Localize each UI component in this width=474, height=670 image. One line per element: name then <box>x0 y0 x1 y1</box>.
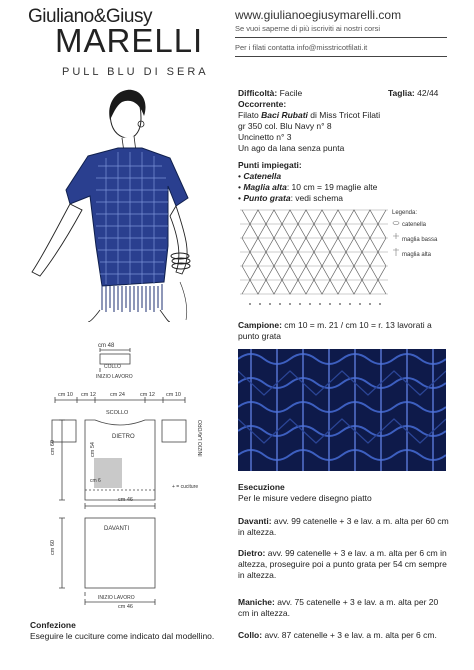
collar-text: avv. 87 catenelle + 3 e lav. a m. alta per 6 cm. <box>262 630 437 640</box>
yarn-prefix: Filato <box>238 110 262 120</box>
sample-line <box>238 320 450 342</box>
brand-top: Giuliano&Giusy <box>28 6 152 27</box>
dim-label: cm 12 <box>81 392 96 398</box>
legend-item: maglia bassa <box>402 237 438 243</box>
legend <box>392 209 437 263</box>
sample-label: Campione: <box>238 320 282 330</box>
dim-label: cm 12 <box>140 392 155 398</box>
stitches-title: Punti impiegati: <box>238 160 302 170</box>
legend-title: Legenda: <box>392 210 418 216</box>
pattern-title: PULL BLU DI SERA <box>62 66 209 78</box>
measurement-schematic <box>40 340 230 610</box>
scollo-label: SCOLLO <box>106 410 129 416</box>
finishing-title: Confezione <box>30 620 76 630</box>
needle: Un ago da lana senza punta <box>238 143 345 153</box>
front-label: DAVANTI <box>104 526 130 532</box>
legend-item: maglia alta <box>402 252 432 258</box>
bottom-width-label: cm 46 <box>118 497 133 503</box>
sleeves-label: Maniche: <box>238 597 275 607</box>
divider <box>235 56 447 57</box>
difficulty-label: Difficoltà: <box>238 88 278 98</box>
difficulty-value: Facile <box>279 88 303 98</box>
height-label: cm 6 <box>90 478 101 484</box>
stitch-desc: : vedi schema <box>290 193 344 203</box>
dim-label: cm 10 <box>166 392 181 398</box>
back-label: DIETRO <box>112 434 135 440</box>
sleeves-text: avv. 75 catenelle + 3 e lav. a m. alta per 20 cm in altezza. <box>238 597 439 618</box>
yarn-quantity: gr 350 col. Blu Navy n° 8 <box>238 121 332 131</box>
front-label: Davanti: <box>238 516 272 526</box>
size-value: 42/44 <box>417 88 439 98</box>
stitch-item: • Maglia alta: 10 cm = 19 maglie alte <box>238 182 378 192</box>
height-label: cm 54 <box>90 442 96 457</box>
yarn-suffix: di Miss Tricot Filati <box>307 110 381 120</box>
stitch-item: • Catenella <box>238 171 282 181</box>
tagline-courses: Se vuoi saperne di più iscriviti ai nostri corsi <box>235 24 381 33</box>
hook-size: Uncinetto n° 3 <box>238 132 292 142</box>
collo-label: COLLO <box>104 364 121 370</box>
sample-text: cm 10 = m. 21 / cm 10 = r. 13 lavorati a punto grata <box>238 320 432 341</box>
side-start-label: INIZIO LAVORO <box>198 420 204 457</box>
website-link[interactable]: www.giulianoegiusymarelli.com <box>235 8 402 22</box>
back-label: Dietro: <box>238 548 266 558</box>
back-text: avv. 99 catenelle + 3 e lav. a m. alta per 6 cm in altezza, proseguire poi a punto grata per 54 cm sempre in altezza. <box>238 548 447 580</box>
divider <box>235 37 447 38</box>
seam-note: + = cuciture <box>172 484 199 490</box>
finishing-text: Eseguire le cuciture come indicato dal modellino. <box>30 631 215 641</box>
front-text: avv. 99 catenelle + 3 e lav. a m. alta per 60 cm in altezza. <box>238 516 449 537</box>
back-instructions <box>238 548 450 581</box>
brand-main: MARELLI <box>55 22 204 59</box>
sleeves-instructions <box>238 597 450 619</box>
needed-label: Occorrente: <box>238 99 287 109</box>
stitch-name: Punto grata <box>243 193 291 203</box>
stitch-desc: : 10 cm = 19 maglie alte <box>286 182 378 192</box>
dim-label: cm 24 <box>110 392 125 398</box>
front-instructions <box>238 516 450 538</box>
stitch-item: • Punto grata: vedi schema <box>238 193 344 203</box>
size-label: Taglia: <box>388 88 415 98</box>
height-label: cm 60 <box>50 540 56 555</box>
legend-item: catenella <box>402 222 427 228</box>
yarn-name: Baci Rubati <box>261 110 308 120</box>
swatch-photo <box>238 349 446 471</box>
start-label: INIZIO LAVORO <box>98 595 135 601</box>
execution-intro: Per le misure vedere disegno piatto <box>238 493 372 503</box>
top-width-label: cm 48 <box>98 343 115 349</box>
collar-instructions <box>238 630 450 641</box>
collar-label: Collo: <box>238 630 263 640</box>
height-label: cm 60 <box>50 440 56 455</box>
dim-label: cm 10 <box>58 392 73 398</box>
execution-title: Esecuzione <box>238 482 285 492</box>
tagline-contact: Per i filati contatta info@misstricotfilati.it <box>235 43 368 52</box>
bottom-width-label: cm 46 <box>118 604 133 610</box>
stitch-name: Catenella <box>243 171 282 181</box>
fashion-illustration <box>10 86 225 322</box>
stitch-name: Maglia alta <box>243 182 287 192</box>
start-label: INIZIO LAVORO <box>96 374 133 380</box>
